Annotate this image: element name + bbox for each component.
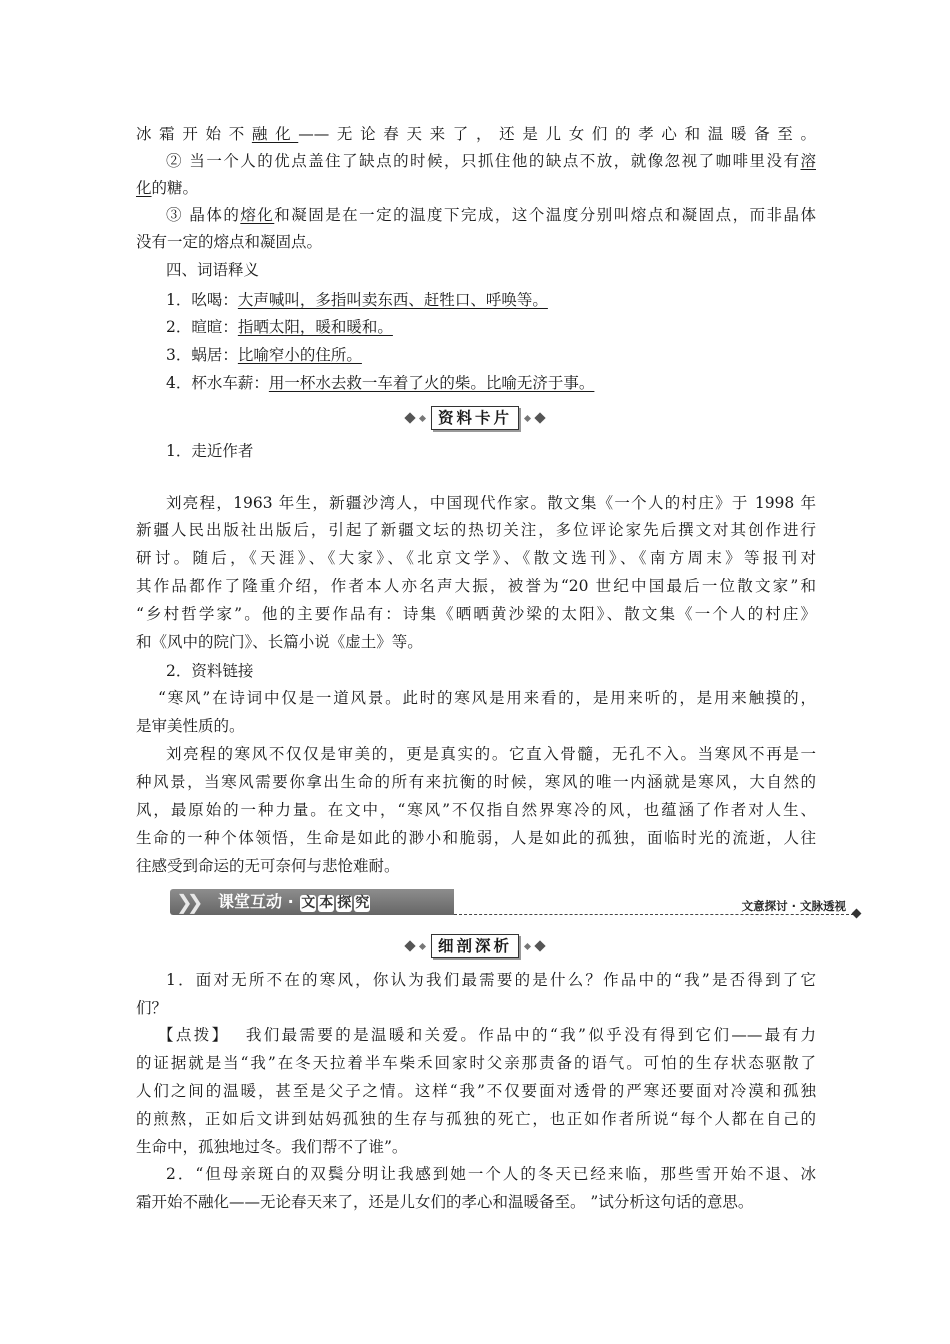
text-line: 是审美性质的。 (136, 717, 245, 735)
tip-label: 【点拨】 (158, 1026, 230, 1044)
question-line: 霜开始不融化——无论春天来了，还是儿女们的孝心和温暖备至。 ”试分析这句话的意思。 (136, 1193, 754, 1211)
text-line: 风，最原始的一种力量。在文中，“寒风”不仅指自然界寒冷的风，也蕴涵了作者对人生、 (136, 801, 816, 819)
diamond-icon (419, 942, 426, 949)
diamond-icon (534, 940, 545, 951)
answer-line: 人们之间的温暖，甚至是父子之情。这样“我”不仅要面对透骨的严寒还要面对冷漠和孤独 (136, 1082, 816, 1100)
section-heading: 四、词语释义 (166, 261, 260, 279)
answer-line: 生命中，孤独地过冬。我们帮不了谁”。 (136, 1138, 408, 1156)
vocab-item: 1．吆喝：大声喊叫，多指叫卖东西、赶牲口、呼唤等。 (166, 291, 548, 309)
vocab-item: 4．杯水车薪：用一杯水去救一车着了火的柴。比喻无济于事。 (166, 374, 595, 392)
diamond-icon (404, 940, 415, 951)
answer-line: 【点拨】 我们最需要的是温暖和关爱。作品中的“我”似乎没有得到它们——最有力 (158, 1026, 816, 1044)
text-line: ② 当一个人的优点盖住了缺点的时候，只抓住他的缺点不放，就像忽视了咖啡里没有溶 (166, 152, 816, 170)
underlined-word: 融化 (251, 125, 299, 143)
answer-line: 的证据就是当“我”在冬天拉着半车柴禾回家时父亲那责备的语气。可怕的生存状态驱散了 (136, 1054, 816, 1072)
vocab-item: 3．蜗居：比喻窄小的住所。 (166, 346, 362, 364)
text-line: 冰霜开始不融化——无论春天来了，还是儿女们的孝心和温暖备至。 (136, 125, 816, 143)
text-line: 其作品都作了隆重介绍，作者本人亦名声大振，被誉为“20 世纪中国最后一位散文家”和 (136, 577, 816, 595)
underlined-word: 化 (136, 179, 152, 197)
banner-title: 课堂互动 · 文 本 探 究 (218, 892, 370, 911)
answer-line: 的煎熬，正如后文讲到姑妈孤独的生存与孤独的死亡，也正如作者所说“每个人都在自己的 (136, 1110, 816, 1128)
text-line: 新疆人民出版社出版后，引起了新疆文坛的热切关注，多位评论家先后撰文对其创作进行 (136, 521, 816, 539)
text-line: 刘亮程，1963 年生，新疆沙湾人，中国现代作家。散文集《一个人的村庄》于 1998 年 (166, 494, 816, 512)
question-line: 2．“但母亲斑白的双鬓分明让我感到她一个人的冬天已经来临，那些雪开始不退、冰 (166, 1165, 816, 1183)
text-line: 生命的一种个体领悟，生命是如此的渺小和脆弱，人是如此的孤独，面临时光的流逝，人往 (136, 829, 816, 847)
vocab-item: 2．暄暄：指晒太阳，暖和暖和。 (166, 318, 393, 336)
diamond-icon (534, 412, 545, 423)
diamond-icon (404, 412, 415, 423)
card-heading (0, 406, 950, 430)
underlined-word: 溶 (800, 152, 816, 170)
text-line: ③ 晶体的熔化和凝固是在一定的温度下完成，这个温度分别叫熔点和凝固点，而非晶体 (166, 206, 816, 224)
subsection-heading: 2．资料链接 (166, 662, 254, 680)
analysis-heading (0, 934, 950, 958)
text-line: 刘亮程的寒风不仅仅是审美的，更是真实的。它直入骨髓，无孔不入。当寒风不再是一 (166, 745, 816, 763)
question-line: 们？ (136, 999, 168, 1017)
question-line: 1．面对无所不在的寒风，你认为我们最需要的是什么？作品中的“我”是否得到了它 (166, 971, 816, 989)
diamond-icon (524, 414, 531, 421)
diamond-icon (852, 909, 862, 919)
text-line: 研讨。随后，《天涯》、《大家》、《北京文学》、《散文选刊》、《南方周末》等报刊对 (136, 549, 816, 567)
text-line: 种风景，当寒风需要你拿出生命的所有来抗衡的时候，寒风的唯一内涵就是寒风，大自然的 (136, 773, 816, 791)
diamond-icon (524, 942, 531, 949)
banner-subtitle: 文意探讨 · 文脉透视 (741, 899, 846, 913)
text-line: 和《风中的院门》、长篇小说《虚土》等。 (136, 633, 423, 651)
text-line: 化的糖。 (136, 179, 199, 197)
diamond-icon (419, 414, 426, 421)
underlined-word: 熔化 (240, 206, 275, 224)
analysis-title: 细剖深析 (431, 934, 519, 958)
text-line: 没有一定的熔点和凝固点。 (136, 233, 323, 251)
card-title: 资料卡片 (431, 406, 519, 430)
text-line: “寒风”在诗词中仅是一道风景。此时的寒风是用来看的，是用来听的，是用来触摸的， (158, 689, 816, 707)
text-line: “乡村哲学家”。他的主要作品有：诗集《晒晒黄沙梁的太阳》、散文集《一个人的村庄》 (136, 605, 816, 623)
chevron-right-icon: ❯❯ (176, 890, 198, 914)
section-banner (170, 889, 862, 917)
subsection-heading: 1．走近作者 (166, 442, 254, 460)
text-line: 往感受到命运的无可奈何与悲怆难耐。 (136, 857, 400, 875)
